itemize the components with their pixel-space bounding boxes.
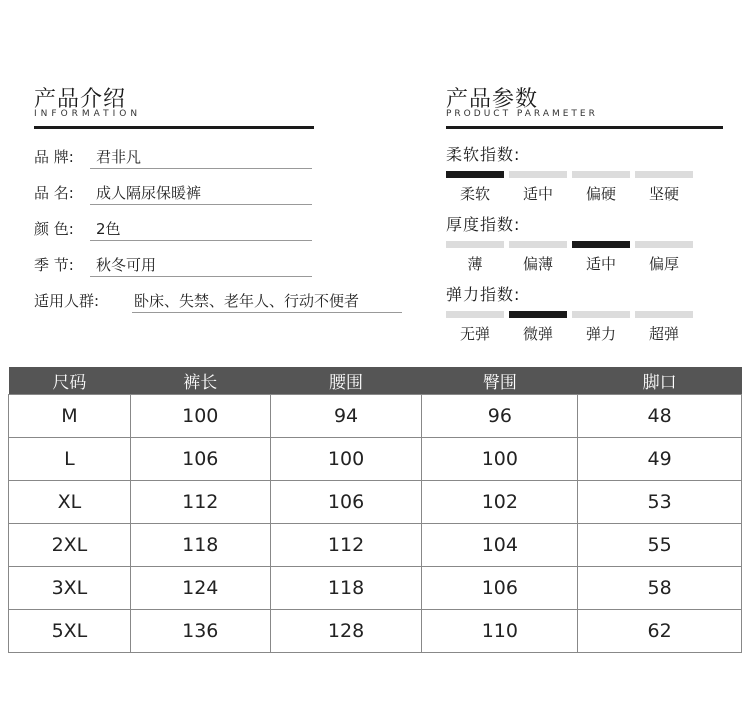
table-cell: 136 — [130, 609, 270, 652]
param-option-label: 弹力 — [585, 325, 616, 343]
table-cell: XL — [9, 480, 131, 523]
param-option-label: 适中 — [522, 185, 553, 203]
param-bar — [509, 171, 567, 178]
param-bar — [446, 311, 504, 318]
info-value: 君非凡 — [96, 148, 142, 166]
table-cell: 118 — [130, 523, 270, 566]
product-intro-subtitle: INFORMATION — [34, 109, 142, 119]
header-waist: 腰围 — [270, 367, 422, 394]
param-option-label: 柔软 — [459, 185, 490, 203]
header-cuff: 脚口 — [578, 367, 742, 394]
param-bar — [635, 241, 693, 248]
table-cell: 112 — [130, 480, 270, 523]
table-cell: 48 — [578, 394, 742, 437]
table-cell: 100 — [270, 437, 422, 480]
table-cell: 104 — [422, 523, 578, 566]
size-table-body — [9, 394, 742, 652]
param-group-title: 柔软指数: — [446, 145, 521, 164]
table-cell: 94 — [270, 394, 422, 437]
info-underline — [132, 312, 402, 313]
table-row — [9, 480, 742, 523]
table-cell: 102 — [422, 480, 578, 523]
product-intro-title: 产品介绍 — [34, 87, 127, 112]
param-bar — [635, 171, 693, 178]
param-option-label: 无弹 — [459, 325, 490, 343]
product-intro-divider — [34, 126, 314, 129]
param-option-label: 坚硬 — [648, 185, 679, 203]
table-row — [9, 394, 742, 437]
table-cell: 106 — [270, 480, 422, 523]
table-cell: 3XL — [9, 566, 131, 609]
table-row — [9, 609, 742, 652]
info-underline — [90, 168, 312, 169]
param-group-title: 弹力指数: — [446, 285, 521, 304]
table-row — [9, 437, 742, 480]
info-key: 品 牌: — [34, 148, 74, 166]
table-cell: 2XL — [9, 523, 131, 566]
table-cell: 96 — [422, 394, 578, 437]
size-table — [8, 367, 742, 653]
info-value: 秋冬可用 — [96, 256, 157, 274]
table-row — [9, 523, 742, 566]
param-bar-selected — [572, 241, 630, 248]
info-underline — [90, 276, 312, 277]
param-option-label: 微弹 — [522, 325, 553, 343]
table-cell: M — [9, 394, 131, 437]
table-cell: L — [9, 437, 131, 480]
info-key: 季 节: — [34, 256, 74, 274]
product-params-divider — [446, 126, 723, 129]
param-option-label: 薄 — [467, 255, 483, 273]
info-key: 适用人群: — [34, 292, 100, 310]
info-underline — [90, 240, 312, 241]
table-cell: 58 — [578, 566, 742, 609]
info-key: 颜 色: — [34, 220, 74, 238]
param-group-title: 厚度指数: — [446, 215, 521, 234]
table-cell: 49 — [578, 437, 742, 480]
info-value: 成人隔尿保暖裤 — [96, 184, 202, 202]
param-bar-selected — [446, 171, 504, 178]
info-underline — [90, 204, 312, 205]
info-value: 卧床、失禁、老年人、行动不便者 — [134, 292, 360, 310]
param-option-label: 偏厚 — [648, 255, 679, 273]
table-cell: 128 — [270, 609, 422, 652]
table-cell: 53 — [578, 480, 742, 523]
param-bar — [509, 241, 567, 248]
info-value: 2色 — [96, 220, 121, 238]
param-option-label: 偏硬 — [585, 185, 616, 203]
product-params-title: 产品参数 — [446, 87, 539, 112]
table-cell: 118 — [270, 566, 422, 609]
param-bar-selected — [509, 311, 567, 318]
product-params-subtitle: PRODUCT PARAMETER — [446, 109, 598, 119]
table-cell: 100 — [422, 437, 578, 480]
param-option-label: 偏薄 — [522, 255, 553, 273]
table-cell: 112 — [270, 523, 422, 566]
table-cell: 106 — [130, 437, 270, 480]
param-option-label: 超弹 — [648, 325, 679, 343]
size-table-header-row — [9, 367, 742, 394]
table-cell: 55 — [578, 523, 742, 566]
header-hip: 臀围 — [422, 367, 578, 394]
param-option-label: 适中 — [585, 255, 616, 273]
header-pants-length: 裤长 — [130, 367, 270, 394]
param-bar — [572, 171, 630, 178]
table-row — [9, 566, 742, 609]
param-bar — [572, 311, 630, 318]
table-cell: 106 — [422, 566, 578, 609]
table-cell: 100 — [130, 394, 270, 437]
header-size: 尺码 — [9, 367, 131, 394]
table-cell: 110 — [422, 609, 578, 652]
table-cell: 62 — [578, 609, 742, 652]
param-bar — [635, 311, 693, 318]
table-cell: 124 — [130, 566, 270, 609]
info-key: 品 名: — [34, 184, 74, 202]
param-bar — [446, 241, 504, 248]
table-cell: 5XL — [9, 609, 131, 652]
